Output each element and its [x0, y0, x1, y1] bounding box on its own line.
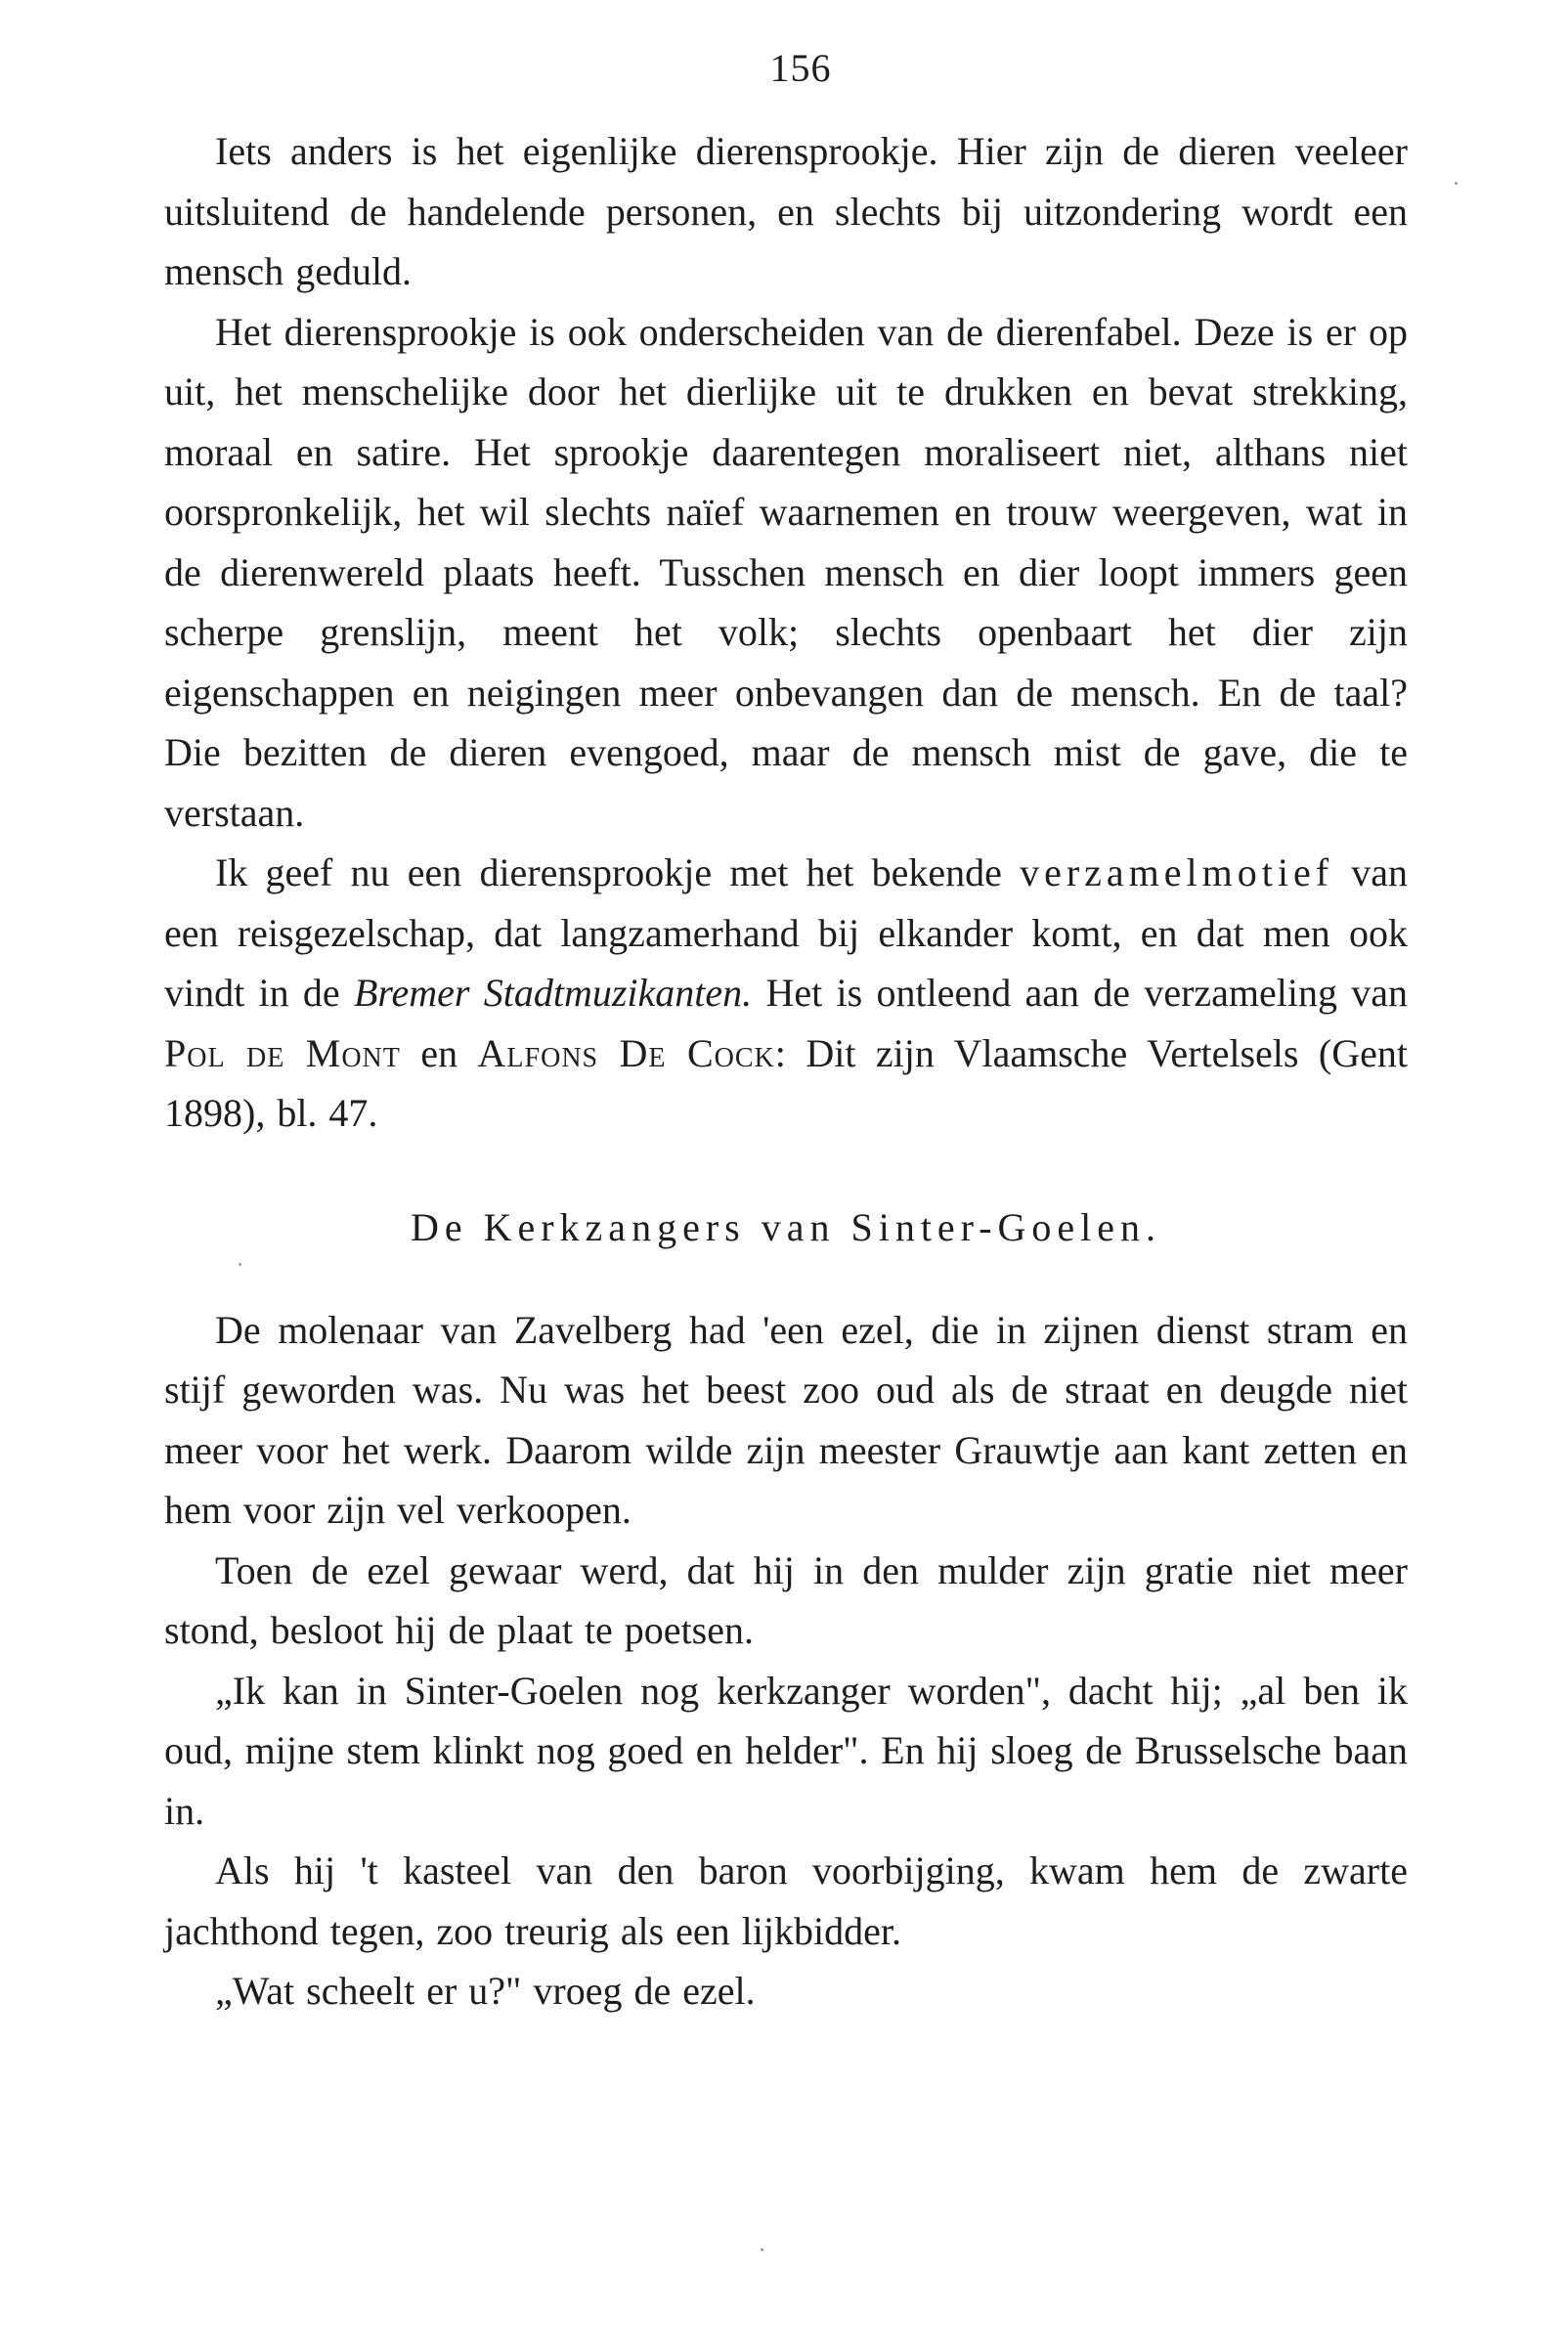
intro-text-2: van een reisgezelschap, dat langzamerhand bij elkander komt, en dat men ook vindt in de — [164, 850, 1409, 1015]
paragraph-animal-fable: Het dierensprookje is ook onderscheiden van de dierenfabel. Deze is er op uit, het menschelijke door het dierlijke uit te drukken en bevat strekking, moraal en satire. Het sprookje daarentegen moraliseert niet, althans niet oorspronkelijk, het wil slechts naïef waarnemen en trouw weergeven, wat in de dierenwereld plaats heeft. Tusschen mensch en dier loopt immers geen scherpe grenslijn, meent het volk; slechts openbaart het dier zijn eigenschappen en neigingen meer onbevangen dan de mensch. En de taal? Die bezitten de dieren evengoed, maar de mensch mist de gave, die te verstaan. — [164, 309, 1408, 835]
paragraph-animal-tale: Iets anders is het eigenlijke dierensprookje. Hier zijn de dieren veeleer uitsluitend de handelende personen, en slechts bij uitzondering wordt een mensch geduld. — [164, 129, 1408, 293]
intro-author-2: Alfons De Cock — [477, 1030, 775, 1075]
scan-speck — [761, 2248, 763, 2251]
story-title: De Kerkzangers van Sinter-Goelen. — [410, 1204, 1162, 1249]
story-paragraph: „Wat scheelt er u?" vroeg de ezel. — [215, 1969, 756, 2013]
intro-author-1: Pol de Mont — [164, 1030, 401, 1075]
intro-and: en — [420, 1030, 458, 1075]
intro-text-4: : Dit zijn Vlaamsche Vertelsels (Gent 1898), bl. 47. — [164, 1030, 1409, 1135]
intro-spaced-term: verzamelmotief — [1020, 850, 1334, 894]
intro-italic-title: Bremer Stadtmuzikanten. — [353, 971, 753, 1015]
story-paragraph: Toen de ezel gewaar werd, dat hij in den mulder zijn gratie niet meer stond, besloot hij de plaat te poetsen. — [164, 1547, 1408, 1652]
scan-speck — [239, 1263, 241, 1266]
paragraph-intro — [164, 843, 1408, 1144]
scan-speck — [1455, 182, 1458, 185]
intro-text-1: Ik geef nu een dierensprookje met het bekende — [215, 850, 1002, 894]
story-paragraph: De molenaar van Zavelberg had 'een ezel, die in zijnen dienst stram en stijf geworden was. Nu was het beest zoo oud als de straat en deugde niet meer voor het werk. Daarom wilde zijn meester Grauwtje aan kant zetten en hem voor zijn vel verkoopen. — [164, 1307, 1408, 1532]
book-page — [164, 39, 1408, 2022]
intro-text-3: Het is ontleend aan de verzameling van — [765, 971, 1409, 1015]
story-paragraph: „Ik kan in Sinter-Goelen nog kerkzanger worden", dacht hij; „al ben ik oud, mijne stem klinkt nog goed en helder". En hij sloeg de Brusselsche baan in. — [164, 1668, 1408, 1833]
page-number: 156 — [769, 46, 832, 90]
story-paragraph: Als hij 't kasteel van den baron voorbijging, kwam hem de zwarte jachthond tegen, zoo treurig als een lijkbidder. — [164, 1848, 1408, 1953]
